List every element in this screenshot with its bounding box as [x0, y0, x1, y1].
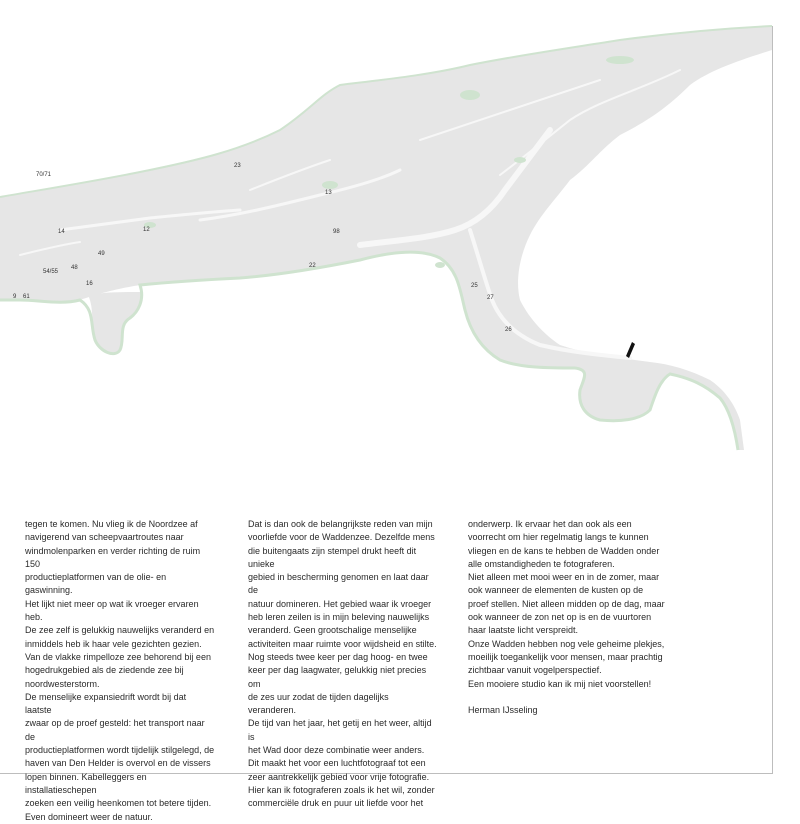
mainland-shape	[0, 26, 772, 450]
text-line: commerciële druk en puur uit liefde voor het	[248, 798, 424, 809]
text-line: lopen binnen. Kabelleggers en installatieschepen	[25, 771, 147, 795]
text-line: ook wanneer de zon net op is en de vuurtoren	[468, 612, 652, 623]
map-label: 49	[98, 251, 105, 257]
text-line: Van de vlakke rimpelloze zee behorend bij een	[25, 651, 211, 662]
text-line: zwaar op de proef gesteld: het transport naar de	[25, 718, 205, 742]
text-line: De menselijke expansiedrift wordt bij dat laatste	[25, 691, 187, 716]
text-line: proef stellen. Niet alleen midden op de dag, maar	[468, 598, 665, 609]
map-label: 48	[71, 265, 78, 271]
text-line: moeilijk toegankelijk voor mensen, maar prachtig	[468, 651, 663, 662]
spacer	[468, 691, 668, 704]
text-line: windmolenparken en verder richting de ruim 150	[25, 545, 201, 569]
map-label: 14	[58, 229, 65, 235]
text-line: hogedrukgebied als de ziedende zee bij	[25, 665, 184, 676]
text-line: De zee zelf is gelukkig nauwelijks veranderd en	[25, 625, 215, 636]
map-label: 23	[234, 163, 241, 169]
map-label: 26	[505, 327, 512, 333]
text-line: alle omstandigheden te fotograferen.	[468, 558, 615, 569]
lighthouse-icon	[626, 342, 635, 358]
text-line: zoeken een veilig heenkomen tot betere tijden.	[25, 798, 212, 809]
text-line: voorrecht om hier regelmatig langs te kunnen	[468, 532, 649, 543]
text-column-2	[248, 518, 438, 811]
page-edge-top	[772, 26, 773, 774]
text-line: Het lijkt niet meer op wat ik vroeger ervaren heb.	[25, 598, 199, 623]
text-line: Niet alleen met mooi weer en in de zomer, maar	[468, 572, 660, 583]
text-line: die buitengaats zijn stempel drukt heeft dit unieke	[248, 545, 417, 569]
text-column-3	[468, 518, 668, 717]
text-line: navigerend van scheepvaartroutes naar	[25, 532, 184, 543]
text-line: voorliefde voor de Waddenzee. Dezelfde mens	[248, 532, 435, 543]
map-label: 61	[23, 294, 30, 300]
text-line: natuur domineren. Het gebied waar ik vroeger	[248, 598, 432, 609]
text-line: inmiddels heb ik haar vele gezichten gezien.	[25, 638, 202, 649]
text-line: zichtbaar vanuit vogelperspectief.	[468, 665, 602, 676]
text-line: noordwesterstorm.	[25, 678, 100, 689]
text-line: De tijd van het jaar, het getij en het weer, altijd is	[248, 718, 432, 742]
text-column-1	[25, 518, 215, 824]
text-line: keer per dag laagwater, gelukkig niet precies om	[248, 665, 427, 689]
map-label: 98	[333, 229, 340, 235]
map-label: 27	[487, 295, 494, 301]
text-line: Onze Wadden hebben nog vele geheime plekjes,	[468, 638, 665, 649]
map-label: 70/71	[36, 172, 52, 178]
text-line: ook wanneer de elementen de kusten op de	[468, 585, 644, 596]
text-line: zeer aantrekkelijk gebied voor vrije fotografie.	[248, 771, 430, 782]
text-line: productieplatformen wordt tijdelijk stilgelegd, de	[25, 745, 215, 756]
author-signature: Herman IJsseling	[468, 704, 538, 715]
text-line: productieplatformen van de olie- en gaswinning.	[25, 572, 167, 596]
text-line: Dat is dan ook de belangrijkste reden van mijn	[248, 519, 433, 529]
text-line: Dit maakt het voor een luchtfotograaf tot een	[248, 758, 426, 769]
map-label: 9	[13, 294, 17, 300]
text-line: de zes uur zodat de tijden dagelijks veranderen.	[248, 691, 389, 716]
text-line: activiteiten maar ruimte voor wijdsheid en stilte.	[248, 638, 437, 649]
text-line: Even domineert weer de natuur.	[25, 811, 153, 822]
text-line: heb leren zeilen is in mijn beleving nauwelijks	[248, 612, 430, 623]
map-label: 54/55	[43, 269, 59, 275]
text-line: vliegen en de kans te hebben de Wadden onder	[468, 545, 660, 556]
map-label: 12	[143, 227, 150, 233]
map-label: 13	[325, 190, 332, 196]
text-line: onderwerp. Ik ervaar het dan ook als een	[468, 519, 632, 529]
text-line: Nog steeds twee keer per dag hoog- en twee	[248, 651, 428, 662]
text-line: tegen te komen. Nu vlieg ik de Noordzee af	[25, 519, 198, 529]
map-label: 16	[86, 281, 93, 287]
text-line: Hier kan ik fotograferen zoals ik het wil, zonder	[248, 784, 435, 795]
text-line: haar laatste licht verspreidt.	[468, 625, 579, 636]
map-label: 25	[471, 283, 478, 289]
text-line: het Wad door deze combinatie weer anders.	[248, 745, 425, 756]
text-line: haven van Den Helder is overvol en de vissers	[25, 758, 211, 769]
text-line: gebied in bescherming genomen en laat daar de	[248, 572, 429, 596]
text-line: veranderd. Geen grootschalige menselijke	[248, 625, 417, 636]
text-line: Een mooiere studio kan ik mij niet voorstellen!	[468, 678, 652, 689]
map-label: 22	[309, 263, 316, 269]
